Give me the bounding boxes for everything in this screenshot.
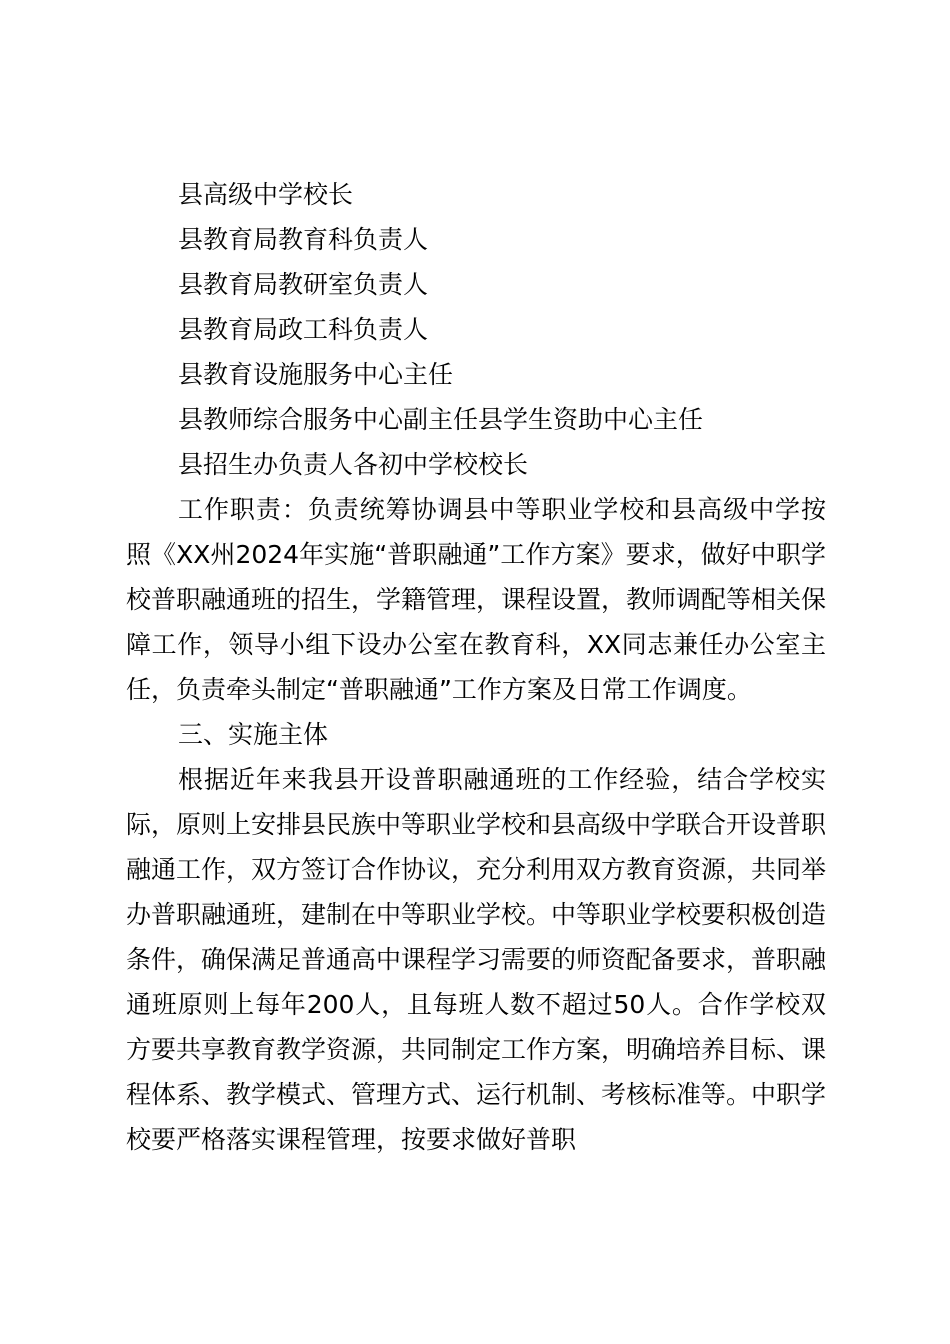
section-heading: 三、实施主体 bbox=[178, 720, 329, 749]
member-line: 县教育局政工科负责人 bbox=[178, 315, 429, 344]
duties-paragraph: 工作职责：负责统筹协调县中等职业学校和县高级中学按照《XX州2024年实施“普职融通”工作方案》要求，做好中职学校普职融通班的招生，学籍管理，课程设置，教师调配等相关保障工作，领导小组下设办公室在教育科，XX同志兼任办公室主任，负责牵头制定“普职融通”工作方案及日常工作调度。 bbox=[126, 495, 827, 704]
member-line: 县教育设施服务中心主任 bbox=[178, 360, 454, 389]
member-line: 县教师综合服务中心副主任县学生资助中心主任 bbox=[178, 405, 704, 434]
document-body bbox=[126, 172, 826, 1162]
body-paragraph: 根据近年来我县开设普职融通班的工作经验，结合学校实际，原则上安排县民族中等职业学校和县高级中学联合开设普职融通工作，双方签订合作协议，充分利用双方教育资源，共同举办普职融通班，建制在中等职业学校。中等职业学校要积极创造条件，确保满足普通高中课程学习需要的师资配备要求，普职融通班原则上每年200人，且每班人数不超过50人。合作学校双方要共享教育教学资源，共同制定工作方案，明确培养目标、课程体系、教学模式、管理方式、运行机制、考核标准等。中职学校要严格落实课程管理，按要求做好普职 bbox=[126, 765, 827, 1154]
member-line: 县教育局教育科负责人 bbox=[178, 225, 429, 254]
member-line: 县高级中学校长 bbox=[178, 180, 354, 209]
member-line: 县教育局教研室负责人 bbox=[178, 270, 429, 299]
member-line: 县招生办负责人各初中学校校长 bbox=[178, 450, 529, 479]
